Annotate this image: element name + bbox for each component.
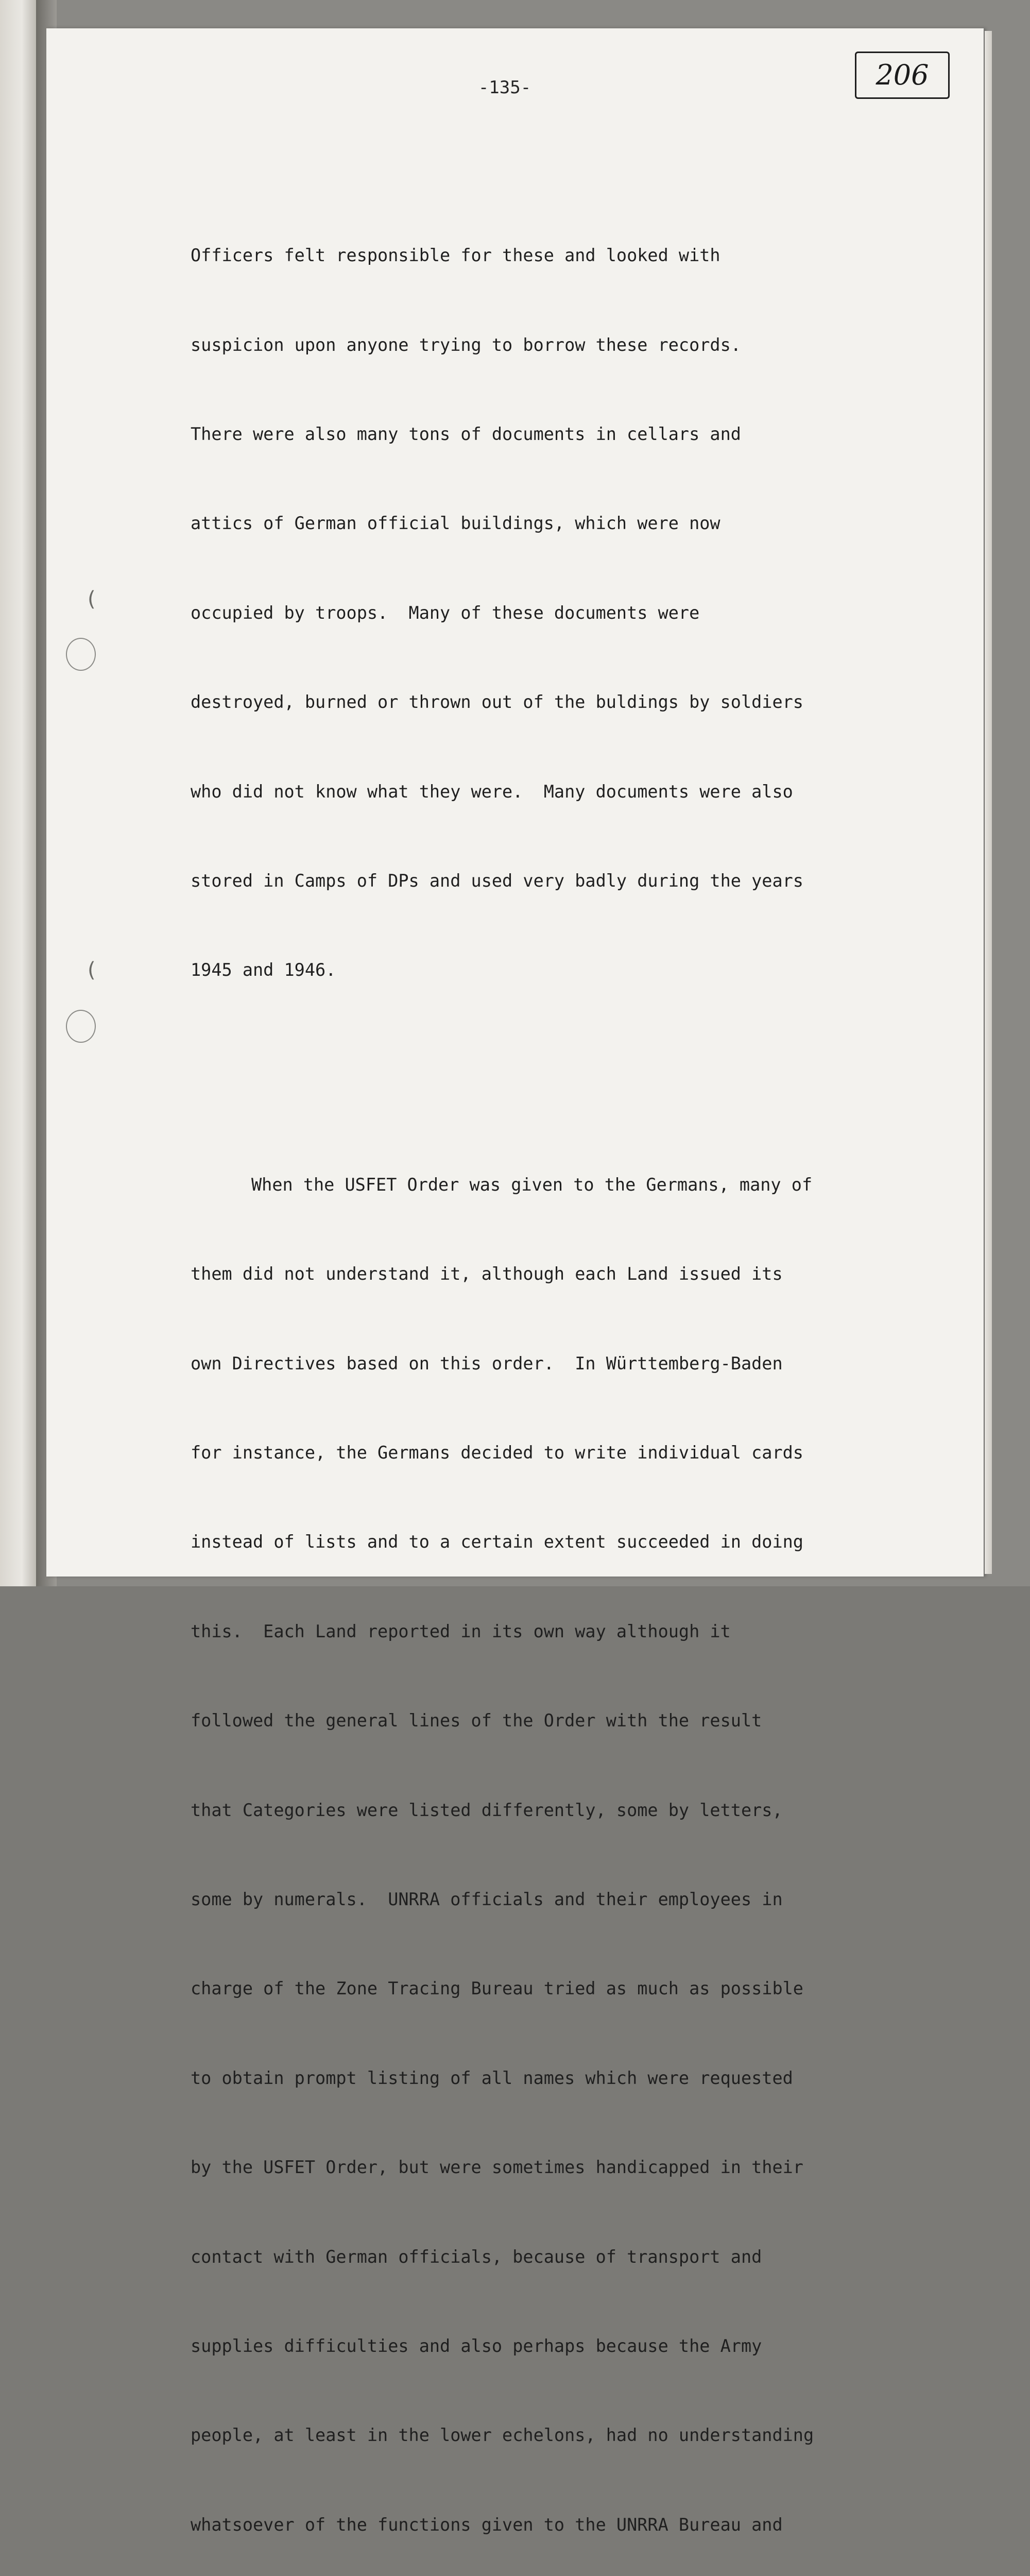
text-line: destroyed, burned or thrown out of the buldings by soldiers <box>191 692 803 713</box>
paragraph-2 <box>191 1110 937 2576</box>
text-line: some by numerals. UNRRA officials and their employees in <box>191 1889 783 1910</box>
text-line: There were also many tons of documents in cellars and <box>191 423 741 444</box>
book-binding <box>0 0 36 1586</box>
text-line: people, at least in the lower echelons, had no understanding <box>191 2425 814 2446</box>
page-edge <box>985 31 992 1574</box>
text-line: instead of lists and to a certain extent succeeded in doing <box>191 1532 803 1552</box>
text-line: attics of German official buildings, which were now <box>191 513 720 534</box>
text-line: followed the general lines of the Order with the result <box>191 1710 762 1731</box>
punch-hole-mark <box>66 638 96 671</box>
paragraph-1 <box>191 181 937 1045</box>
document-body <box>191 122 937 2576</box>
text-line: to obtain prompt listing of all names which were requested <box>191 2067 793 2088</box>
text-line: occupied by troops. Many of these documents were <box>191 602 700 623</box>
text-line: that Categories were listed differently, some by letters, <box>191 1800 783 1820</box>
text-line: them did not understand it, although each Land issued its <box>191 1264 783 1284</box>
text-line: When the USFET Order was given to the Germans, many of <box>251 1174 813 1195</box>
text-line: charge of the Zone Tracing Bureau tried as much as possible <box>191 1978 803 1999</box>
text-line: stored in Camps of DPs and used very badly during the years <box>191 870 803 891</box>
text-line: 1945 and 1946. <box>191 960 336 980</box>
text-line: this. Each Land reported in its own way although it <box>191 1621 731 1641</box>
text-line: who did not know what they were. Many documents were also <box>191 781 793 802</box>
text-line: whatsoever of the functions given to the UNRRA Bureau and <box>191 2514 783 2535</box>
archive-number-stamp: 206 <box>855 52 950 99</box>
text-line: Officers felt responsible for these and looked with <box>191 245 720 266</box>
punch-hole-mark <box>66 1010 96 1043</box>
text-line: own Directives based on this order. In Württemberg-Baden <box>191 1353 783 1374</box>
text-line: for instance, the Germans decided to write individual cards <box>191 1443 803 1463</box>
text-line: by the USFET Order, but were sometimes handicapped in their <box>191 2157 803 2178</box>
text-line: contact with German officials, because of transport and <box>191 2246 762 2267</box>
margin-mark: ( <box>88 587 96 611</box>
text-line: supplies difficulties and also perhaps because the Army <box>191 2335 762 2356</box>
page-number: -135- <box>478 77 531 98</box>
margin-mark: ( <box>88 958 96 982</box>
text-line: suspicion upon anyone trying to borrow these records. <box>191 334 741 355</box>
